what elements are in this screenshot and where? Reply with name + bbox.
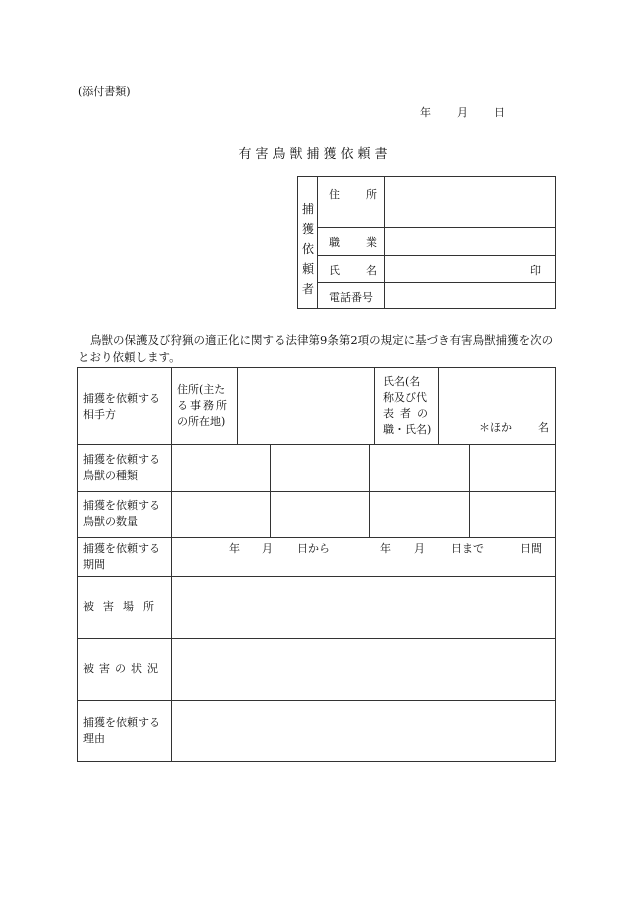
label-column-divider: [171, 368, 172, 761]
reason-label-line-2: 理由: [83, 732, 105, 745]
quantity-label: [83, 498, 160, 530]
row-divider: [78, 700, 555, 701]
partner-address-label-line-3: の所在地): [177, 415, 226, 428]
column-divider: [374, 368, 375, 444]
date-year-label: 年: [420, 106, 431, 119]
column-divider: [469, 444, 470, 537]
partner-address-label: [177, 382, 235, 430]
partner-label-line-1: 捕獲を依頼する: [83, 392, 160, 405]
row-divider: [78, 444, 555, 445]
requester-table: [317, 176, 556, 309]
period-label-line-1: 捕獲を依頼する: [83, 542, 160, 555]
partner-name-label-line-4: 職・氏名): [383, 423, 432, 436]
column-divider: [438, 368, 439, 444]
seal-mark: 印: [530, 264, 541, 277]
period-to-year: 年: [380, 542, 391, 555]
partner-name-label-line-2: 称及び代: [383, 391, 427, 404]
partner-address-label-line-2: る事務所: [177, 399, 229, 412]
requester-phone-row: [318, 282, 555, 308]
partner-name-label-line-3: 表者の: [383, 407, 434, 420]
period-days: 日間: [520, 542, 542, 555]
name-label-char-1: 氏: [329, 264, 340, 277]
document-title: 有害鳥獣捕獲依頼書: [238, 147, 392, 162]
partner-label-line-2: 相手方: [83, 408, 116, 421]
requester-address-row: [318, 177, 555, 227]
quantity-label-line-2: 鳥獣の数量: [83, 515, 138, 528]
partner-others-unit: 名: [538, 421, 549, 434]
period-to-month: 月: [414, 542, 425, 555]
document-label: (添付書類): [78, 85, 131, 98]
address-label-char-1: 住: [329, 188, 340, 201]
partner-name-label-line-1: 氏名(名: [383, 375, 421, 388]
partner-label: [83, 391, 160, 423]
damage-place-label: 被害場所: [83, 600, 163, 613]
requester-name-row: [318, 255, 555, 282]
quantity-label-line-1: 捕獲を依頼する: [83, 499, 160, 512]
period-label-line-2: 期間: [83, 558, 105, 571]
request-table: [77, 367, 556, 762]
reason-label: [83, 715, 160, 747]
row-divider: [78, 576, 555, 577]
requester-section-label: 捕獲依頼者: [301, 202, 314, 296]
damage-status-label: 被害の状況: [83, 662, 163, 675]
requester-name-label: [318, 256, 385, 282]
intro-paragraph: 鳥獣の保護及び狩猟の適正化に関する法律第9条第2項の規定に基づき有害鳥獣捕獲を次のとおり依頼します。: [78, 333, 554, 364]
row-divider: [78, 638, 555, 639]
name-label-char-2: 名: [366, 264, 377, 277]
partner-name-label: [383, 374, 437, 438]
period-from-month: 月: [262, 542, 273, 555]
period-from-day: 日から: [297, 542, 330, 555]
requester-phone-label: [318, 283, 385, 308]
date-month-label: 月: [457, 106, 468, 119]
period-from-year: 年: [229, 542, 240, 555]
requester-occupation-label: [318, 228, 385, 255]
period-to-day: 日まで: [451, 542, 484, 555]
column-divider: [270, 444, 271, 537]
column-divider: [369, 444, 370, 537]
date-line: [420, 104, 510, 120]
requester-address-label: [318, 177, 385, 227]
row-divider: [78, 537, 555, 538]
column-divider: [237, 368, 238, 444]
occupation-label-char-1: 職: [329, 236, 340, 249]
partner-address-label-line-1: 住所(主た: [177, 383, 226, 396]
species-label: [83, 452, 160, 484]
requester-occupation-row: [318, 227, 555, 255]
period-label: [83, 541, 160, 573]
phone-label-text: 電話番号: [329, 291, 373, 304]
species-label-line-1: 捕獲を依頼する: [83, 453, 160, 466]
occupation-label-char-2: 業: [366, 236, 377, 249]
date-day-label: 日: [494, 106, 505, 119]
address-label-char-2: 所: [366, 188, 377, 201]
reason-label-line-1: 捕獲を依頼する: [83, 716, 160, 729]
row-divider: [78, 491, 555, 492]
species-label-line-2: 鳥獣の種類: [83, 469, 138, 482]
requester-section-label-cell: [297, 176, 317, 309]
partner-others-label: ＊ほか: [479, 421, 512, 434]
